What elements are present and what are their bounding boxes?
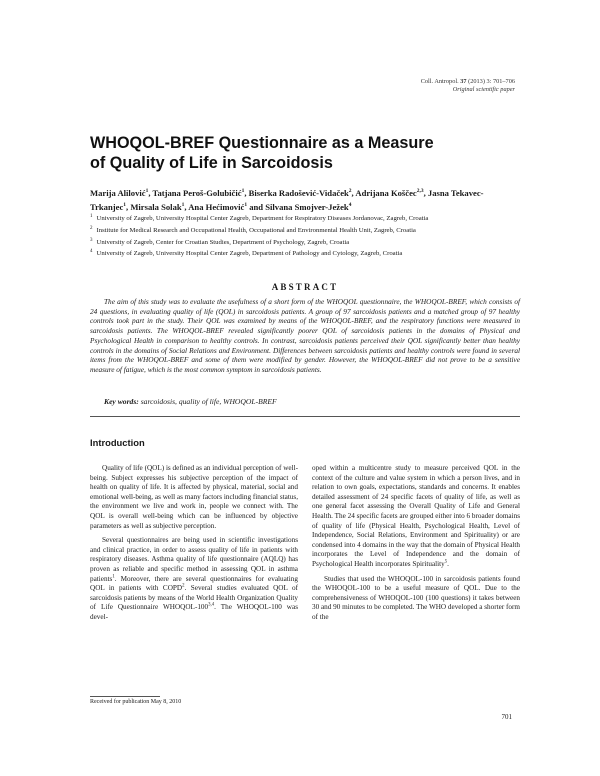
affiliation-text: University of Zagreb, University Hospital Center Zagreb, Department for Respiratory Diseases Jordanovac, Zagreb, Croatia <box>96 215 429 223</box>
author-affiliation-marker: 1 <box>244 201 248 208</box>
affiliation-text: Institute for Medical Research and Occupational Health, Occupational and Environmental Health Unit, Zagreb, Croatia <box>96 227 416 235</box>
author-name: Ana Hećimović <box>188 201 245 212</box>
journal-header <box>421 78 515 94</box>
article-type: Original scientific paper <box>452 86 515 93</box>
left-column <box>90 464 298 628</box>
author-name: Adrijana Koščec <box>355 187 417 198</box>
author-affiliation-marker: 2,3 <box>416 188 424 194</box>
intro-paragraph-2: Several questionnaires are being used in scientific investigations and clinical practice, in order to assess quality of life in patients with respiratory diseases. Asthma quality of life questionnaire (AQLQ) has proven as reliable and specific method in assessing QOL in asthma patients$^1$. Moreover, there are several questionnaires for evaluating QOL in patients with COPD$^2$. Several studies evaluated QOL of sarcoidosis patients by means of the World Health Organization Quality of Life Questionnaire WHOQOL-100$^{3,4}$. The WHOQOL-100 was devel- <box>90 536 299 621</box>
keywords-label: Key words: <box>104 397 139 406</box>
author-name: Jasna Tekavec-Trkanjec <box>90 187 484 212</box>
author-name: Biserka Radošević-Vidaček <box>248 187 349 198</box>
affiliation-number: 4 <box>90 249 93 255</box>
intro-paragraph-1: Quality of life (QOL) is defined as an individual perception of well-being. Subject expresses his subjective perception of the impact of health on quality of life. It is affected by physical, material, social and emotional well-being, as well as many factors including financial status, the environment we live and work in, people we connect with. The QOL is overall well-being which can be influenced by objective parameters as well as subjective perception. <box>90 464 298 530</box>
intro-paragraph-3: Studies that used the WHOQOL-100 in sarcoidosis patients found the WHOQOL-100 to be a useful measure of QOL. Due to the comprehensiveness of WHOQOL-100 (100 questions) it takes between 30 and 90 minutes to be completed. The WHO developed a shorter form of the <box>312 574 520 621</box>
affiliation-text: University of Zagreb, University Hospital Center Zagreb, Department of Pathology and Cytology, Zagreb, Croatia <box>96 250 403 258</box>
author-list: Marija Alilović$^1$, Tatjana Peroš-Golubičić$^1$, Biserka Radošević-Vidaček$^2$, Adrijana Koščec$^{2,3}$, Jasna Tekavec-Trkanjec$^1$, Mirsala Solak$^1$, Ana Hećimović$^1$ and Silvana Smojver-Ježek$^4$ <box>90 187 484 212</box>
abstract-separator <box>90 416 520 417</box>
affiliation-item <box>90 224 530 236</box>
author-affiliation-marker: 1 <box>241 188 245 194</box>
article-title <box>90 133 520 173</box>
title-line-2: of Quality of Life in Sarcoidosis <box>90 154 333 172</box>
author-affiliation-marker: 1 <box>181 201 185 208</box>
abstract-text: The aim of this study was to evaluate the usefulness of a short form of the WHOQOL questionnaire, the WHOQOL-BREF, which consists of 24 questions, in evaluating quality of life (QOL) in sarcoidosis patients. A group of 97 sarcoidosis patients and a matched group of 97 healthy controls took part in the study. Their QOL was examined by means of the WHOQOL-BREF, and the respiratory functions were measured in sarcoidosis patients. The WHOQOL-BREF revealed significantly poorer QOL of sarcoidosis patients in the domains of Physical and Psychological Health in comparison to healthy controls. In contrast, sarcoidosis patients perceived their QOL significantly better than healthy controls in the domains of Social Relations and Environment. Differences between sarcoidosis patients and healthy controls were found in several items from the WHOQOL-BREF and some of them were modified by gender. However, the WHOQOL-BREF did not prove to be a sensitive measure of fatigue, which is the most common symptom in sarcoidosis patients. <box>90 297 520 374</box>
affiliation-item <box>90 247 530 259</box>
author-affiliation-marker: 2 <box>348 188 352 194</box>
title-line-1: WHOQOL-BREF Questionnaire as a Measure <box>90 134 434 152</box>
affiliation-number: 3 <box>90 237 93 243</box>
affiliation-number: 2 <box>90 225 93 231</box>
author-affiliation-marker: 1 <box>123 201 127 208</box>
received-footnote: Received for publication May 8, 2010 <box>90 699 182 705</box>
abstract-heading: ABSTRACT <box>271 282 339 292</box>
affiliation-number: 1 <box>90 214 93 219</box>
affiliation-text: University of Zagreb, Center for Croatian Studies, Department of Psychology, Zagreb, Croatia <box>96 238 350 246</box>
keywords-text: sarcoidosis, quality of life, WHOQOL-BREF <box>140 397 277 406</box>
affiliation-list <box>90 212 530 259</box>
affiliation-item <box>90 236 530 248</box>
author-affiliation-marker: 4 <box>348 201 352 208</box>
page-number: 701 <box>501 713 512 721</box>
intro-paragraph-2-continued: oped within a multicentre study to measure perceived QOL in the context of the culture and value system in which a person lives, and in relation to own goals, expectations, standards and concerns. It enables detailed assessment of 24 specific facets of quality of life, as well as one general facet assessing the Overall Quality of Life and General Health. The 24 specific facets are grouped either into 6 broader domains of quality of life (Physical Health, Psychological Health, Level of Independence, Social Relations, Environment and Spirituality) or are condensed into 4 domains in the way that the domain of Physical Health incorporates the Level of Independence and the domain of Psychological Health incorporates Spirituality$^5$. <box>312 464 520 568</box>
author-name: Mirsala Solak <box>130 201 182 212</box>
affiliation-item <box>90 212 530 224</box>
author-name: Marija Alilović <box>90 187 146 198</box>
author-name: Silvana Smojver-Ježek <box>265 201 349 212</box>
author-affiliation-marker: 1 <box>145 188 149 194</box>
journal-citation: Coll. Antropol. 37 (2013) 3: 701–706 <box>420 78 515 85</box>
author-name: Tatjana Peroš-Golubičić <box>152 187 242 198</box>
introduction-heading: Introduction <box>90 437 145 448</box>
footnote-rule <box>90 696 160 697</box>
keywords <box>90 397 520 406</box>
right-column <box>312 464 520 628</box>
